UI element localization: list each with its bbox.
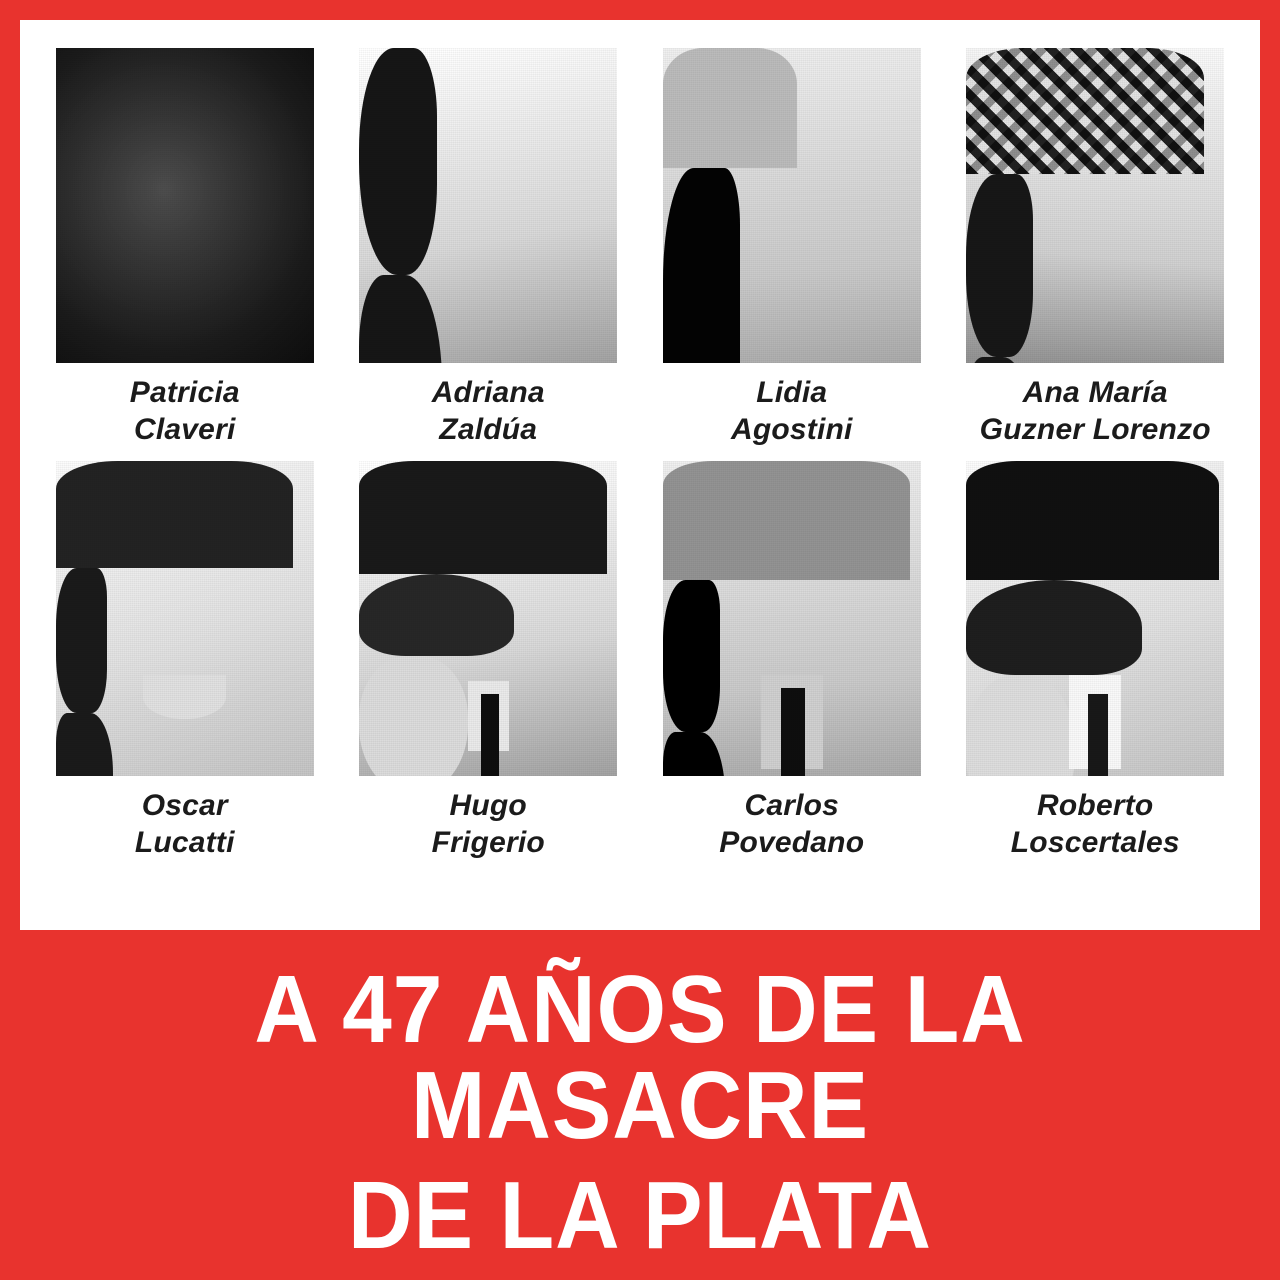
portrait-first-name: Patricia: [129, 376, 240, 409]
portrait-cell: [955, 48, 1237, 449]
portrait-caption: [719, 788, 864, 862]
portrait-photo-hugo-frigerio: [359, 461, 617, 776]
portrait-cell: [651, 48, 933, 449]
portrait-cell: [44, 461, 326, 862]
portrait-caption: [432, 788, 545, 862]
portrait-first-name: Oscar: [141, 788, 228, 822]
portrait-caption: [1011, 788, 1180, 862]
portrait-caption: [731, 375, 853, 449]
portrait-first-name: Carlos: [744, 788, 840, 822]
portrait-last-name: Loscertales: [1010, 825, 1180, 859]
portrait-photo-lidia-agostini: [663, 48, 921, 363]
headline-line-1: A 47 AÑOS DE LA MASACRE: [254, 956, 1026, 1159]
portrait-cell: [348, 48, 630, 449]
headline: [0, 956, 1280, 1269]
portrait-photo-adriana-zaldua: [359, 48, 617, 363]
portrait-photo-oscar-lucatti: [56, 461, 314, 776]
portrait-panel: [20, 20, 1260, 930]
portrait-first-name: Ana María: [1022, 376, 1168, 409]
portrait-first-name: Hugo: [449, 788, 527, 822]
portrait-caption: [980, 375, 1211, 449]
portrait-cell: [44, 48, 326, 449]
portrait-cell: [348, 461, 630, 862]
headline-line-2: DE LA PLATA: [348, 1162, 932, 1269]
portrait-photo-roberto-loscertales: [966, 461, 1224, 776]
portrait-cell: [651, 461, 933, 862]
portrait-photo-patricia-claveri: [56, 48, 314, 363]
portrait-last-name: Lucatti: [134, 825, 235, 859]
portrait-photo-ana-maria-guzner-lorenzo: [966, 48, 1224, 363]
portrait-cell: [955, 461, 1237, 862]
portrait-caption: [130, 375, 240, 449]
portrait-first-name: Adriana: [431, 376, 545, 409]
portrait-first-name: Roberto: [1037, 788, 1154, 822]
portrait-grid: [44, 48, 1236, 862]
portrait-caption: [432, 375, 545, 449]
portrait-last-name: Zaldúa: [439, 412, 538, 446]
portrait-caption: [135, 788, 235, 862]
portrait-last-name: Agostini: [730, 412, 853, 446]
portrait-last-name: Frigerio: [431, 825, 545, 859]
portrait-last-name: Guzner Lorenzo: [979, 412, 1211, 446]
portrait-first-name: Lidia: [756, 376, 828, 409]
portrait-last-name: Claveri: [134, 412, 236, 446]
portrait-last-name: Povedano: [719, 825, 865, 859]
portrait-photo-carlos-povedano: [663, 461, 921, 776]
